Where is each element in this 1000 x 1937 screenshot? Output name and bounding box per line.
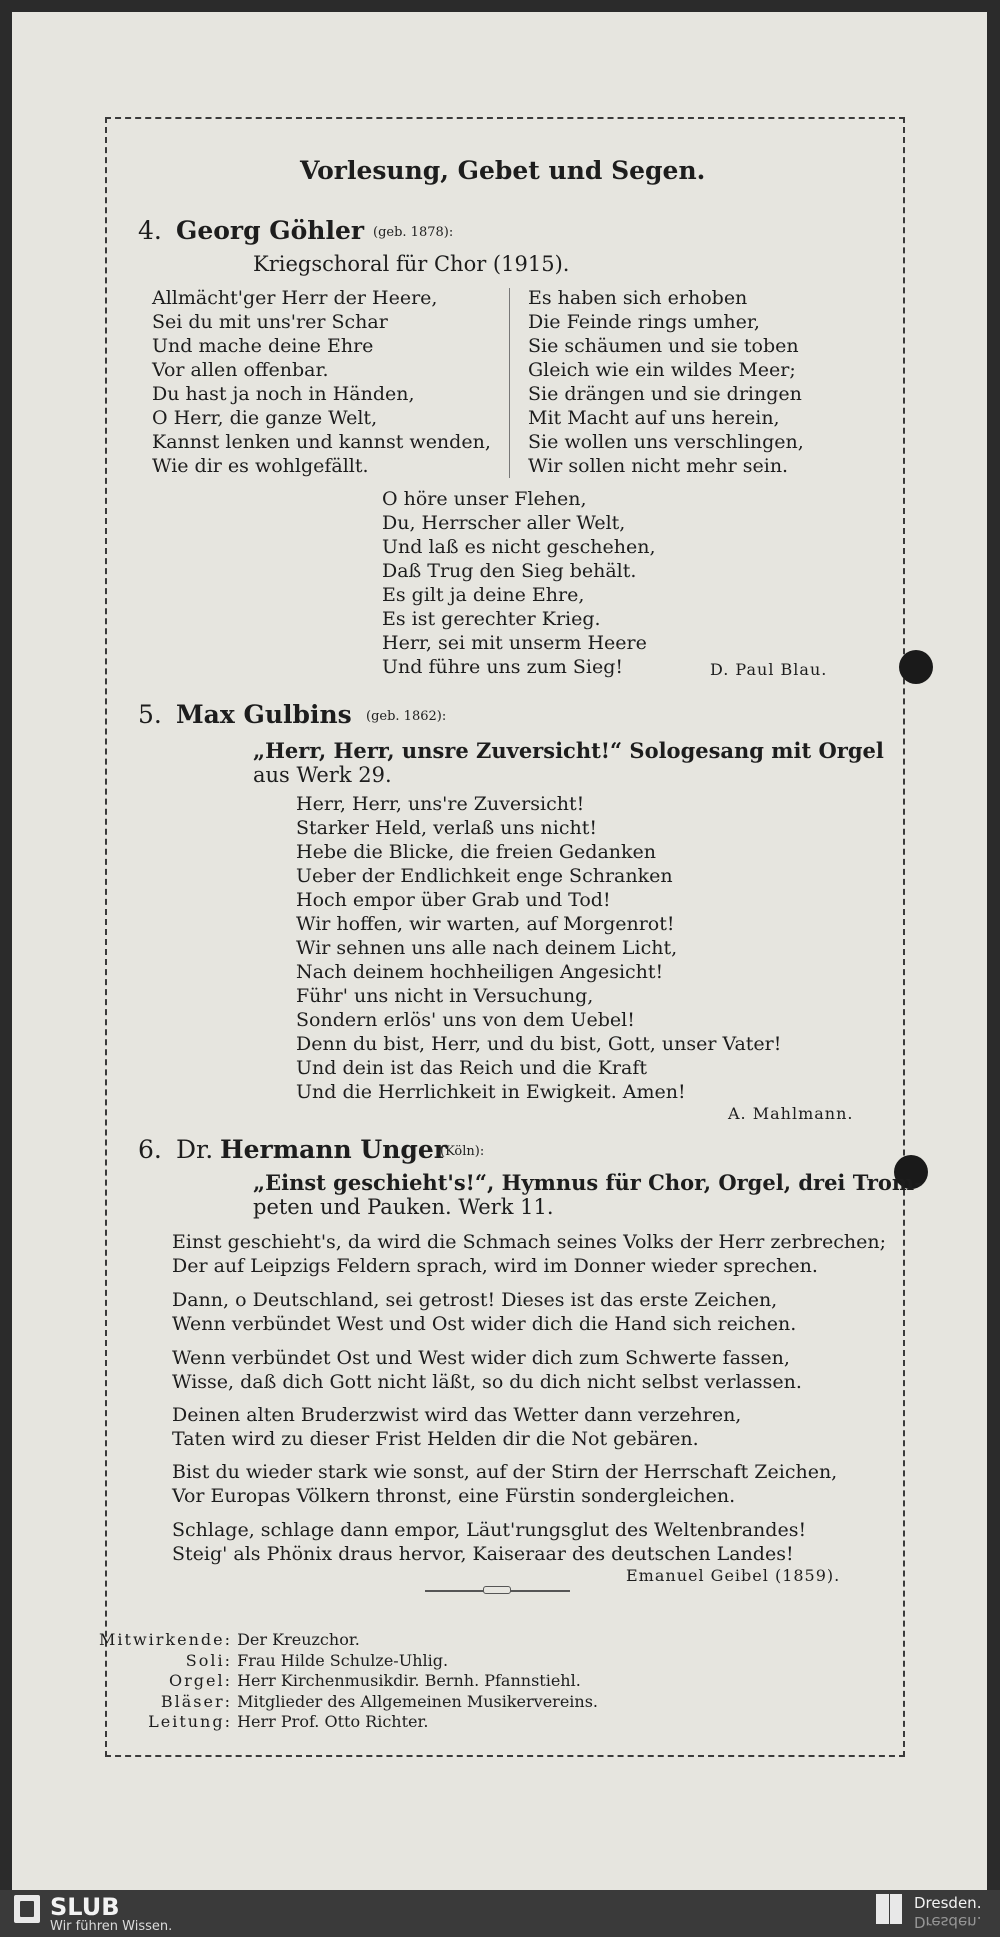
verse-line: Vor Europas Völkern thronst, eine Fürstin sondergleichen. [172,1485,736,1507]
slub-logo-icon[interactable] [14,1895,40,1923]
credit-label: Mitwirkende: [99,1630,232,1649]
verse-line: Wenn verbündet Ost und West wider dich zum Schwerte fassen, [172,1347,790,1369]
verse-line: Deinen alten Bruderzwist wird das Wetter dann verzehren, [172,1404,742,1426]
verse-line: Und die Herrlichkeit in Ewigkeit. Amen! [296,1081,686,1103]
column-divider [509,288,510,478]
verse-line: Herr, Herr, uns're Zuversicht! [296,793,585,815]
verse-line: Du, Herrscher aller Welt, [382,512,626,534]
slub-tagline: Wir führen Wissen. [50,1919,173,1934]
credit-value: Herr Kirchenmusikdir. Bernh. Pfannstiehl. [237,1671,581,1690]
verse-block [296,792,781,1104]
composer-name: Georg Göhler [176,216,365,245]
verse-line: Und laß es nicht geschehen, [382,536,656,558]
credit-label: Soli: [185,1650,232,1670]
verse-line: Und dein ist das Reich und die Kraft [296,1057,648,1079]
verse-column-right [528,286,804,478]
text-author: Emanuel Geibel (1859). [626,1566,841,1585]
verse-line: Es haben sich erhoben [528,287,748,309]
verse-line: Sie wollen uns verschlingen, [528,431,804,453]
composer-info: (geb. 1878): [373,225,454,240]
composer-name: Hermann Unger [220,1135,447,1164]
composer-name: Max Gulbins [176,700,352,729]
verse-line: Wisse, daß dich Gott nicht läßt, so du dich nicht selbst verlassen. [172,1371,802,1393]
credit-row [72,1630,598,1651]
credit-label: Bläser: [160,1691,232,1711]
verse-line: Sie drängen und sie dringen [528,383,802,405]
text-author: A. Mahlmann. [728,1104,854,1123]
verse-line: O höre unser Flehen, [382,488,587,510]
verse-line: Daß Trug den Sieg behält. [382,560,637,582]
verse-line: Hebe die Blicke, die freien Gedanken [296,841,656,863]
credit-row [72,1692,598,1713]
punch-hole [899,650,933,684]
verse-line: Gleich wie ein wildes Meer; [528,359,796,381]
verse-line: Es ist gerechter Krieg. [382,608,601,630]
verse-line: Einst geschieht's, da wird die Schmach seines Volks der Herr zerbrechen; [172,1231,886,1253]
credit-row [72,1712,598,1733]
dresden-crest-icon[interactable] [876,1894,902,1924]
verse-line: Wenn verbündet West und Ost wider dich die Hand sich reichen. [172,1313,797,1335]
credit-value: Frau Hilde Schulze-Uhlig. [237,1650,449,1670]
verse-line: Und führe uns zum Sieg! [382,656,624,678]
verse-line: Ueber der Endlichkeit enge Schranken [296,865,673,887]
verse-column-left [152,286,491,478]
verse-line: Taten wird zu dieser Frist Helden dir die Not gebären. [172,1428,699,1450]
work-title: „Einst geschieht's!“, Hymnus für Chor, Orgel, drei Trom- [253,1170,923,1195]
credit-label: Leitung: [148,1712,232,1731]
credits-block [72,1630,598,1733]
verse-column-center [382,487,656,679]
verse-line: Hoch empor über Grab und Tod! [296,889,611,911]
stanza [172,1460,837,1508]
work-title: „Herr, Herr, unsre Zuversicht!“ Sologesang mit Orgel [253,738,884,763]
work-title-cont: peten und Pauken. Werk 11. [253,1195,554,1219]
verse-line: Wir sehnen uns alle nach deinem Licht, [296,937,678,959]
composer-info: (geb. 1862): [366,709,447,724]
verse-line: Nach deinem hochheiligen Angesicht! [296,961,664,983]
verse-line: Allmächt'ger Herr der Heere, [152,287,438,309]
verse-line: Wir hoffen, wir warten, auf Morgenrot! [296,913,675,935]
verse-line: O Herr, die ganze Welt, [152,407,378,429]
verse-line: Wir sollen nicht mehr sein. [528,455,789,477]
verse-line: Wie dir es wohlgefällt. [152,455,369,477]
verse-line: Starker Held, verlaß uns nicht! [296,817,597,839]
item-number: 6. [138,1135,162,1164]
credit-value: Mitglieder des Allgemeinen Musikervereins. [237,1691,599,1711]
verse-line: Schlage, schlage dann empor, Läut'rungsglut des Weltenbrandes! [172,1519,807,1541]
stanza [172,1346,802,1394]
verse-line: Die Feinde rings umher, [528,311,760,333]
composer-info: (Köln): [440,1144,485,1159]
verse-line: Du hast ja noch in Händen, [152,383,415,405]
verse-line: Herr, sei mit unserm Heere [382,632,647,654]
stanza [172,1230,886,1278]
verse-line: Sei du mit uns'rer Schar [152,311,388,333]
verse-line: Vor allen offenbar. [152,359,329,381]
verse-line: Dann, o Deutschland, sei getrost! Dieses ist das erste Zeichen, [172,1289,778,1311]
stanza [172,1518,806,1566]
verse-line: Und mache deine Ehre [152,335,374,357]
item-number: 4. [138,216,162,245]
credit-value: Herr Prof. Otto Richter. [237,1712,429,1731]
credit-row [72,1651,598,1672]
credit-label: Orgel: [169,1671,232,1690]
verse-line: Sie schäumen und sie toben [528,335,799,357]
text-author: D. Paul Blau. [710,660,828,679]
verse-line: Führ' uns nicht in Versuchung, [296,985,594,1007]
page-title: Vorlesung, Gebet und Segen. [300,156,706,185]
verse-line: Der auf Leipzigs Feldern sprach, wird im Donner wieder sprechen. [172,1255,818,1277]
verse-line: Steig' als Phönix draus hervor, Kaiseraar des deutschen Landes! [172,1543,794,1565]
verse-line: Es gilt ja deine Ehre, [382,584,585,606]
work-title-cont: aus Werk 29. [253,763,392,787]
composer-prefix: Dr. [176,1135,214,1164]
verse-line: Kannst lenken und kannst wenden, [152,431,491,453]
verse-line: Mit Macht auf uns herein, [528,407,780,429]
stanza [172,1288,796,1336]
credit-value: Der Kreuzchor. [237,1630,360,1649]
verse-line: Bist du wieder stark wie sonst, auf der Stirn der Herrschaft Zeichen, [172,1461,838,1483]
work-title: Kriegschoral für Chor (1915). [253,252,570,276]
stanza [172,1403,741,1451]
dresden-label[interactable]: Dresden. [914,1894,982,1912]
dresden-label-reflection: Dresden. [914,1913,982,1931]
item-number: 5. [138,700,162,729]
verse-line: Denn du bist, Herr, und du bist, Gott, unser Vater! [296,1033,782,1055]
verse-line: Sondern erlös' uns von dem Uebel! [296,1009,635,1031]
ornament-divider-knot [483,1586,511,1594]
slub-brand[interactable]: SLUB [50,1893,120,1921]
credit-row [72,1671,598,1692]
